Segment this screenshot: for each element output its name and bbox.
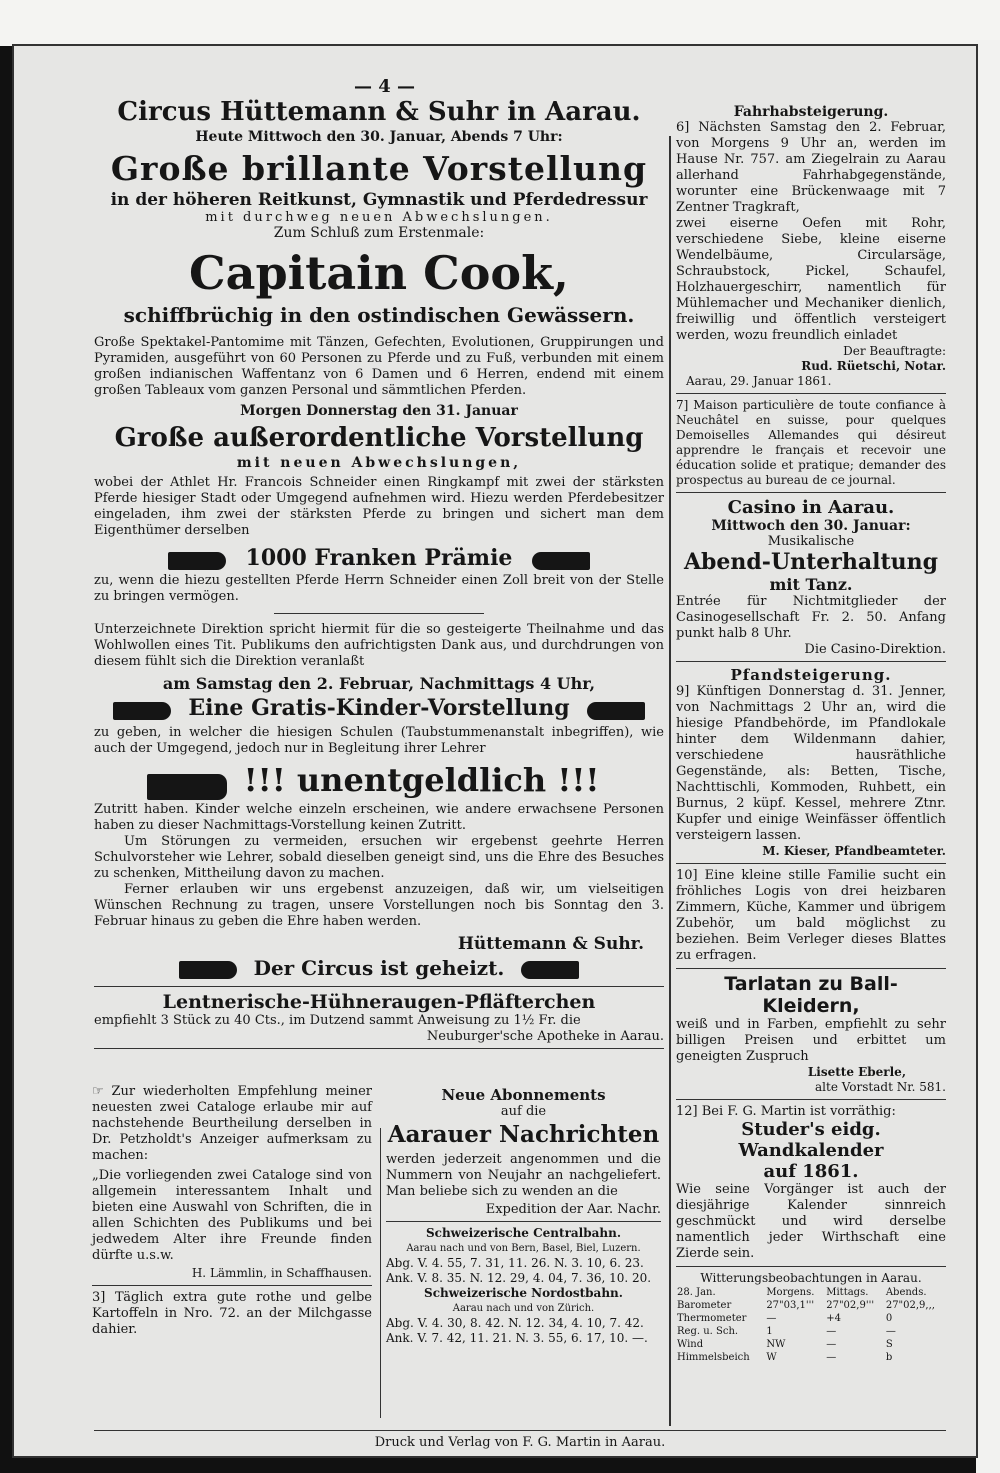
circus-headline2: Große außerordentliche Vorstellung: [114, 423, 644, 453]
lentner-text1: empfiehlt 3 Stück zu 40 Cts., im Dutzend sammt Anweisung zu 1½ Fr. die: [94, 1012, 581, 1028]
scan-edge-strip: [976, 40, 1000, 1473]
weather-cell: NW: [766, 1339, 786, 1350]
nord-arrivals: Ank. V. 7. 42, 11. 21. N. 3. 55, 6. 17, 10. —.: [386, 1331, 648, 1345]
catalog-sign: H. Lämmlin, in Schaffhausen.: [191, 1266, 372, 1280]
circus-sub2: mit durchweg neuen Abwechslungen.: [205, 210, 553, 225]
imprint-text: Druck und Verlag von F. G. Martin in Aarau.: [374, 1435, 666, 1450]
weather-title: Witterungsbeobachtungen in Aarau.: [700, 1271, 922, 1285]
free-description: Zutritt haben. Kinder welche einzeln erscheinen, wie andere erwachsene Personen haben zu dieser Nachmittags-Vorstellung keinen Zutritt.: [94, 801, 664, 833]
weather-cell: 1: [766, 1326, 773, 1337]
weather-cell: Thermometer: [677, 1313, 747, 1324]
fahr-sign: Rud. Rüetschi, Notar.: [801, 359, 946, 373]
show-title: Capitain Cook,: [189, 246, 569, 300]
weather-cell: —: [826, 1326, 837, 1337]
table-row: [676, 1299, 946, 1312]
saturday-line: am Samstag den 2. Februar, Nachmittags 4 Uhr,: [162, 674, 596, 693]
weather-cell: 27"02,9,,,: [885, 1300, 935, 1311]
thanks-text: Unterzeichnete Direktion spricht hiermit für die so gesteigerte Theilnahme und das Wohlwollen eines Tit. Publikums den aufrichtigsten Dank aus, und durchdrungen von diesem fühlt sich die Direktion veranlaßt: [94, 622, 664, 669]
kids-description: zu geben, in welcher die hiesigen Schulen (Taubstummenanstalt inbegriffen), wie auch der Umgegend, jedoch nur in Begleitung ihrer Lehrer: [94, 725, 664, 756]
fahr-text: 6] Nächsten Samstag den 2. Februar, von Morgens 9 Uhr an, werden im Hause Nr. 757. am Ziegelrain zu Aarau allerhand Fahrhabgegenstände, worunter eine Brückenwaage mit 7 Zentner Tragkraft,: [676, 120, 946, 215]
pointing-hand-left-icon: [532, 552, 590, 570]
abonnements-paper: Aarauer Nachrichten: [387, 1121, 660, 1148]
catalog-intro: Zur wiederholten Empfehlung meiner neuesten zwei Cataloge erlaube mir auf nachstehende Beurtheilung derselben in Dr. Petzholdt's Anzeiger aufmerksam zu machen:: [92, 1084, 372, 1163]
potatoes-text: 3] Täglich extra gute rothe und gelbe Kartoffeln in Nro. 72. an der Milchgasse dahier.: [92, 1290, 372, 1337]
weather-cell: —: [766, 1313, 777, 1324]
abonnements-sign: Expedition der Aar. Nachr.: [485, 1202, 661, 1217]
divider: [676, 1099, 946, 1100]
studer-title: Studer's eidg. Wandkalender: [738, 1119, 884, 1161]
divider: [94, 986, 664, 987]
casino-sub: Musikalische: [767, 534, 855, 549]
fahr-title: Fahrhabsteigerung.: [733, 104, 889, 120]
weather-cell: —: [885, 1326, 896, 1337]
pfand-text: 9] Künftigen Donnerstag d. 31. Jenner, von Nachmittags 2 Uhr an, wird die hiesige Pfandbehörde, im Pfandlokale hinter dem Wildenmann dahier, verschiedene hausräthliche Gegenstände, als: Betten, Tische, Nachttischli, Kommoden, Ruhbett, ein Burnus, 2 küpf. Kessel, mehrere Ztnr. Kupfer und einige Weinfässer öffentlich versteigern lassen.: [676, 684, 946, 843]
logis-text: 10] Eine kleine stille Familie sucht ein fröhliches Logis von drei heizbaren Zimmern, Küche, Kammer und übrigem Zubehör, um bald möglichst zu beziehen. Beim Verleger dieses Blattes zu erfragen.: [676, 868, 946, 963]
divider: [92, 1285, 372, 1286]
disturb-text: Um Störungen zu vermeiden, ersuchen wir ergebenst geehrte Herren Schulvorsteher wie Lehrer, sobald dieselben geneigt sind, uns die Ehre des Besuches zu schenken, Mittheilung davon zu machen.: [94, 833, 664, 881]
casino-tanz: mit Tanz.: [769, 575, 853, 594]
weather-cell: —: [826, 1352, 837, 1363]
weather-head-cell: Morgens.: [766, 1287, 815, 1298]
weather-cell: Wind: [677, 1339, 704, 1350]
circus-headline: Große brillante Vorstellung: [110, 149, 648, 188]
divider: [94, 1430, 946, 1431]
catalog-text1: [92, 1084, 372, 1164]
catalog-text2: „Die vorliegenden zwei Cataloge sind von allgemein interessantem Inhalt und bieten eine Auswahl von Schriften, die in allen Schichten des Publikums und bei jedwedem Alter ihre Freunde finden dürfte u.s.w.: [92, 1168, 372, 1263]
show-description: Große Spektakel-Pantomime mit Tänzen, Gefechten, Evolutionen, Gruppirungen und Pyramiden, ausgeführt von 60 Personen zu Pferde und zu Fuß, verbunden mit einem großen indianischen Waffentanz von 6 Damen und 6 Herren, endend mit einem großen Tableaux vom ganzen Personal und sämmtlichen Pferden.: [94, 335, 664, 398]
heated-line: [94, 956, 664, 980]
studer-year: auf 1861.: [763, 1161, 859, 1182]
weather-cell: S: [885, 1339, 893, 1350]
circus-sub1: in der höheren Reitkunst, Gymnastik und Pferdedressur: [110, 190, 648, 210]
weather-cell: 27"03,1''': [766, 1300, 815, 1311]
tarlatan-title: Tarlatan zu Ball-Kleidern,: [724, 973, 898, 1017]
lentner-title: Lentnerische-Hühneraugen-Pfläfterchen: [162, 990, 596, 1013]
pointing-hand-right-icon: [179, 961, 237, 979]
divider: [676, 492, 946, 493]
weather-cell: Barometer: [677, 1300, 732, 1311]
further-text: Ferner erlauben wir uns ergebenst anzuzeigen, daß wir, um vielseitigen Wünschen Rechnung zu tragen, unsere Vorstellungen noch bis Sonntag den 3. Februar hinaus zu geben die Ehre haben werden.: [94, 881, 664, 929]
pointing-hand-icon: ☞: [92, 1084, 104, 1099]
table-row: [676, 1351, 946, 1364]
pointing-hand-right-icon: [168, 552, 226, 570]
casino-sign: Die Casino-Direktion.: [804, 642, 946, 657]
divider: [386, 1221, 661, 1222]
studer-intro: 12] Bei F. G. Martin ist vorräthig:: [676, 1104, 896, 1119]
central-arrivals: Ank. V. 8. 35. N. 12. 29, 4. 04, 7. 36, 10. 20.: [386, 1271, 652, 1285]
free-line: [94, 761, 664, 800]
scan-top-band: [0, 0, 1000, 46]
free-title: !!! unentgeldlich !!!: [243, 761, 600, 799]
fahr-role: Der Beauftragte:: [843, 344, 946, 358]
abonnements-advert: [386, 1086, 661, 1346]
kids-line: [94, 695, 664, 721]
weather-head-cell: Mittags.: [826, 1287, 869, 1298]
central-sub: Aarau nach und von Bern, Basel, Biel, Luzern.: [406, 1243, 641, 1254]
table-row: [676, 1325, 946, 1338]
casino-text: Entrée für Nichtmitglieder der Casinogesellschaft Fr. 2. 50. Anfang punkt halb 8 Uhr.: [676, 594, 946, 641]
newspaper-page: [14, 46, 976, 1456]
lentner-text2: Neuburger'sche Apotheke in Aarau.: [426, 1028, 664, 1044]
circus-sub3: Zum Schluß zum Erstenmale:: [273, 225, 485, 241]
weather-cell: —: [826, 1339, 837, 1350]
fahr-items: zwei eiserne Oefen mit Rohr, verschiedene Siebe, kleine eiserne Wendelbäume, Circularsäge, Schraubstock, Pickel, Schaufel, Holzhauergeschirr, namentlich für Mühlemacher und Mechaniker dienlich, freiwillig und öffentlich versteigert werden, wozu freundlich einladet: [676, 216, 946, 343]
weather-cell: +4: [826, 1313, 841, 1324]
weather-table: [676, 1286, 946, 1364]
kids-title: Eine Gratis-Kinder-Vorstellung: [188, 695, 570, 721]
pointing-hand-left-icon: [521, 961, 579, 979]
page-number: — 4 —: [354, 76, 416, 97]
prize-text: 1000 Franken Prämie: [245, 545, 513, 571]
fahr-date: Aarau, 29. Januar 1861.: [686, 374, 832, 388]
divider: [676, 661, 946, 662]
divider: [676, 863, 946, 864]
schneider-text: wobei der Athlet Hr. Francois Schneider einen Ringkampf mit zwei der stärksten Pferde hiesiger Stadt oder Umgegend aufnehmen wird. Hiezu werden Pferdebesitzer eingeladen, ihm zwei der stärksten Pferde zu bringen und sichert man dem Eigenthümer derselben: [94, 475, 664, 538]
heated-text: Der Circus ist geheizt.: [253, 955, 505, 980]
pfand-sign: M. Kieser, Pfandbeamteter.: [762, 844, 946, 858]
circus-date-line: Heute Mittwoch den 30. Januar, Abends 7 Uhr:: [195, 129, 563, 145]
column-rule: [669, 136, 671, 1426]
pointing-hand-right-icon: [113, 702, 171, 720]
abonnements-sub: auf die: [500, 1104, 547, 1119]
weather-cell: b: [885, 1352, 893, 1363]
circus-title: Circus Hüttemann & Suhr in Aarau.: [117, 97, 641, 127]
column-rule-bottom: [380, 1128, 381, 1418]
table-row: [676, 1312, 946, 1325]
right-column: [676, 104, 946, 1364]
weather-cell: Reg. u. Sch.: [677, 1326, 739, 1337]
circus-sub4: mit neuen Abwechslungen,: [236, 455, 522, 471]
divider: [94, 1048, 664, 1049]
casino-title: Casino in Aarau.: [727, 497, 895, 518]
tarlatan-addr: alte Vorstadt Nr. 581.: [815, 1080, 946, 1094]
table-row: [676, 1286, 946, 1299]
weather-head-cell: 28. Jan.: [677, 1287, 716, 1298]
pfand-title: Pfandsteigerung.: [730, 666, 892, 684]
circus-advert: [94, 76, 664, 1053]
casino-headline: Abend-Unterhaltung: [683, 549, 939, 575]
weather-cell: 0: [885, 1313, 893, 1324]
divider: [274, 613, 484, 614]
casino-date: Mittwoch den 30. Januar:: [711, 518, 911, 534]
abonnements-title: Neue Abonnements: [441, 1086, 606, 1104]
nord-departures: Abg. V. 4. 30, 8. 42. N. 12. 34, 4. 10, 7. 42.: [386, 1316, 644, 1330]
divider: [676, 968, 946, 969]
weather-cell: 27"02,9''': [826, 1300, 875, 1311]
weather-cell: Himmelsbeich: [677, 1352, 750, 1363]
nord-title: Schweizerische Nordostbahn.: [424, 1286, 623, 1300]
show-subtitle: schiffbrüchig in den ostindischen Gewässern.: [123, 303, 635, 327]
circus-signature: Hüttemann & Suhr.: [457, 933, 644, 954]
pointing-hand-left-icon: [587, 702, 645, 720]
central-departures: Abg. V. 4. 55, 7. 31, 11. 26. N. 3. 10, 6. 23.: [386, 1256, 644, 1270]
tarlatan-sign: Lisette Eberle,: [807, 1065, 906, 1079]
weather-cell: W: [766, 1352, 777, 1363]
prize-description: zu, wenn die hiezu gestellten Pferde Herrn Schneider einen Zoll breit von der Stelle zu bringen vermögen.: [94, 573, 664, 604]
catalog-advert: [92, 1084, 372, 1338]
maison-text: 7] Maison particulière de toute confiance à Neuchâtel en suisse, pour quelques Demoiselles Allemandes qui désireut apprendre le français et recevoir une éducation solide et pratique; demander des prospectus au bureau de ce journal.: [676, 398, 946, 487]
central-title: Schweizerische Centralbahn.: [425, 1226, 622, 1240]
divider: [676, 393, 946, 394]
weather-head-cell: Abends.: [885, 1287, 927, 1298]
tomorrow-line: Morgen Donnerstag den 31. Januar: [240, 403, 518, 419]
table-row: [676, 1338, 946, 1351]
nord-sub: Aarau nach und von Zürich.: [452, 1303, 595, 1314]
studer-text: Wie seine Vorgänger ist auch der diesjährige Kalender sinnreich geschmückt und wird derselbe namentlich jeder Wirthschaft eine Zierde sein.: [676, 1182, 946, 1261]
tarlatan-text: weiß und in Farben, empfiehlt zu sehr billigen Preisen und erbittet um geneigten Zuspruch: [676, 1017, 946, 1064]
pointing-hand-right-icon: [147, 774, 227, 800]
prize-line: [94, 545, 664, 571]
imprint: [94, 1426, 946, 1450]
abonnements-text: werden jederzeit angenommen und die Nummern von Neujahr an nachgeliefert. Man beliebe sich zu wenden an die: [386, 1152, 661, 1199]
divider: [676, 1266, 946, 1267]
